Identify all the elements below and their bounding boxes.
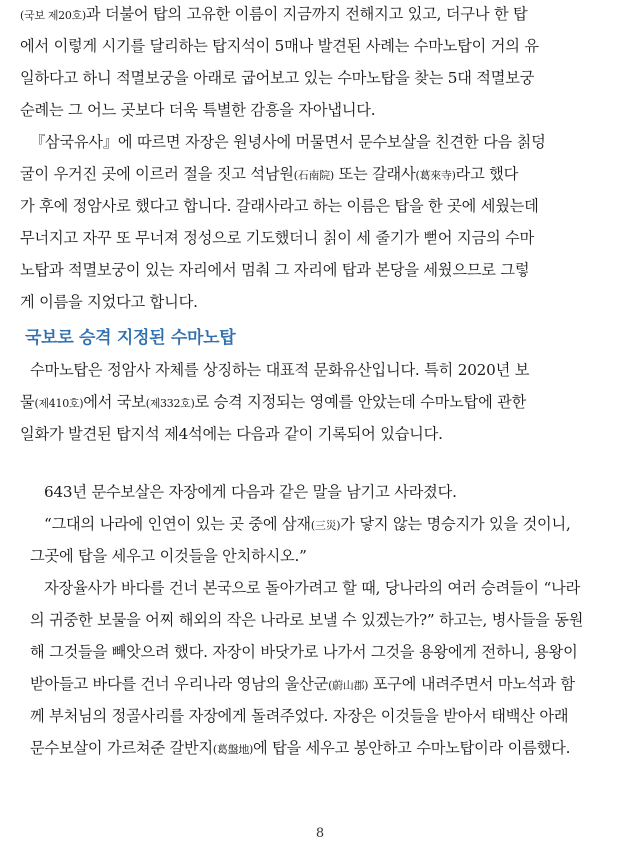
line-text: 가 닿지 않는 명승지가 있을 것이니, bbox=[340, 515, 571, 533]
paragraph-line bbox=[20, 164, 620, 186]
line-text: 로 승격 지정되는 영예를 안았는데 수마노탑에 관한 bbox=[194, 393, 527, 411]
hanja-annotation: (葛來寺) bbox=[415, 169, 456, 182]
hanja-annotation: (蔚山郡) bbox=[328, 679, 369, 692]
annotation-small: (제410호) bbox=[34, 397, 84, 410]
paragraph-line bbox=[20, 4, 620, 26]
hanja-annotation: (三災) bbox=[310, 519, 341, 532]
quote-line: 자장율사가 바다를 건너 본국으로 돌아가려고 할 때, 당나라의 여러 승려들이 “나라 bbox=[44, 579, 581, 597]
annotation-small: (국보 제20호) bbox=[20, 9, 86, 22]
annotation-small: (제332호) bbox=[145, 397, 195, 410]
paragraph-line: 무너지고 자꾸 또 무너져 정성으로 기도했더니 칡이 세 줄기가 뻗어 지금의 수마 bbox=[20, 229, 534, 247]
quote-line bbox=[44, 514, 620, 536]
quote-line: 해 그것들을 빼앗으려 했다. 자장이 바닷가로 나가서 그것을 용왕에게 전하니, 용왕이 bbox=[30, 643, 578, 661]
paragraph-line: 게 이름을 지었다고 합니다. bbox=[20, 293, 198, 311]
paragraph-line: 노탑과 적멸보궁이 있는 자리에서 멈춰 그 자리에 탑과 본당을 세웠으므로 그렇 bbox=[20, 261, 530, 279]
line-text: 에서 국보 bbox=[83, 393, 146, 411]
line-text: 또는 갈래사 bbox=[333, 165, 416, 183]
paragraph-line: 일화가 발견된 탑지석 제4석에는 다음과 같이 기록되어 있습니다. bbox=[20, 425, 443, 443]
quote-line: 의 귀중한 보물을 어찌 해외의 작은 나라로 보낼 수 있겠는가?” 하고는, 병사들을 동원 bbox=[30, 611, 584, 629]
line-text: 물 bbox=[20, 393, 35, 411]
paragraph-line: 에서 이렇게 시기를 달리하는 탑지석이 5매나 발견된 사례는 수마노탑이 거의 유 bbox=[20, 37, 539, 55]
paragraph-line: 가 후에 정암사로 했다고 합니다. 갈래사라고 하는 이름은 탑을 한 곳에 세웠는데 bbox=[20, 197, 539, 215]
page-number: 8 bbox=[315, 826, 325, 841]
quote-line: 643년 문수보살은 자장에게 다음과 같은 말을 남기고 사라졌다. bbox=[44, 483, 457, 501]
quote-line: 께 부처님의 정골사리를 자장에게 돌려주었다. 자장은 이것들을 받아서 태백산 아래 bbox=[30, 707, 569, 725]
paragraph-line bbox=[20, 392, 620, 414]
line-text: 에 탑을 세우고 봉안하고 수마노탑이라 이름했다. bbox=[253, 739, 571, 757]
line-text: 받아들고 바다를 건너 우리나라 영남의 울산군 bbox=[30, 675, 329, 693]
hanja-annotation: (葛盤地) bbox=[212, 743, 254, 756]
line-text: “그대의 나라에 인연이 있는 곳 중에 삼재 bbox=[44, 515, 311, 533]
paragraph-line: 순례는 그 어느 곳보다 더욱 특별한 감흥을 자아냅니다. bbox=[20, 101, 376, 119]
line-text: 문수보살이 가르쳐준 갈반지 bbox=[30, 739, 213, 757]
quote-line bbox=[30, 738, 620, 760]
hanja-annotation: (石南院) bbox=[293, 169, 334, 182]
line-text: 굴이 우거진 곳에 이르러 절을 짓고 석남원 bbox=[20, 165, 294, 183]
line-text: 포구에 내려주면서 마노석과 함 bbox=[368, 675, 575, 693]
paragraph-line: 『삼국유사』에 따르면 자장은 원녕사에 머물면서 문수보살을 친견한 다음 칡덩 bbox=[30, 133, 546, 151]
section-heading: 국보로 승격 지정된 수마노탑 bbox=[25, 328, 236, 348]
line-text: 라고 했다 bbox=[455, 165, 519, 183]
line-text: 과 더불어 탑의 고유한 이름이 지금까지 전해지고 있고, 더구나 한 탑 bbox=[85, 5, 528, 23]
quote-line: 그곳에 탑을 세우고 이것들을 안치하시오.” bbox=[30, 547, 307, 565]
paragraph-line: 일하다고 하니 적멸보궁을 아래로 굽어보고 있는 수마노탑을 찾는 5대 적멸보궁 bbox=[20, 69, 535, 87]
quote-line bbox=[30, 674, 620, 696]
paragraph-line: 수마노탑은 정암사 자체를 상징하는 대표적 문화유산입니다. 특히 2020년 보 bbox=[30, 361, 530, 379]
